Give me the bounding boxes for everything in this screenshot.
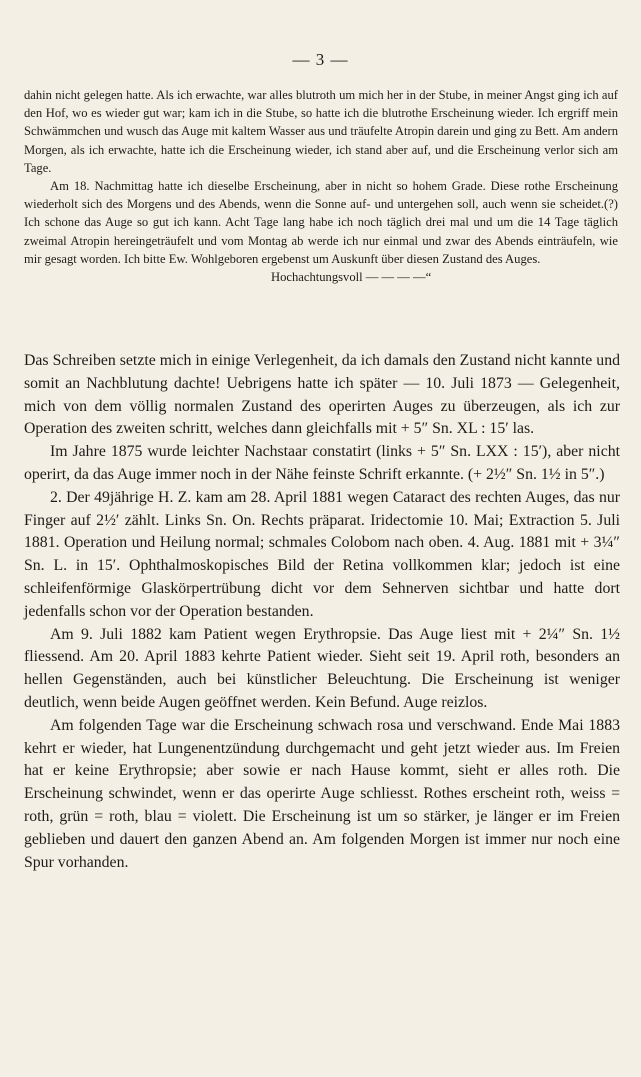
- body-paragraph: Im Jahre 1875 wurde leichter Nachstaar constatirt (links + 5″ Sn. LXX : 15′), aber nicht operirt, da das Auge immer noch in der Nähe feinste Schrift erkannte. (+ 2½″ Sn. 1½ in 5″.): [24, 443, 620, 483]
- body-paragraph: Das Schreiben setzte mich in einige Verlegenheit, da ich damals den Zustand nicht kannte und somit an Nachblutung dachte! Uebrigens hatte ich später — 10. Juli 1873 — Gelegenheit, mich von dem völlig normalen Zustand des operirten Auges zu überzeugen, als ich zur Operation des zweiten schritt, welches dann gleichfalls mit + 5″ Sn. XL : 15′ las.: [24, 352, 620, 438]
- quote-paragraph: dahin nicht gelegen hatte. Als ich erwachte, war alles blutroth um mich her in der Stube, in meiner Angst ging ich auf den Hof, wo es wieder gut war; kam ich in die Stube, so hatte ich die blutrothe Erscheinung wieder. Ich ergriff mein Schwämmchen und wusch das Auge mit kaltem Wasser aus und träufelte Atropin darein und ging zu Bett. Am andern Morgen, als ich erwachte, hatte ich die Erscheinung wieder, ich stand aber auf, und die Erscheinung verlor sich am Tage.: [24, 88, 618, 175]
- quote-closing: Hochachtungsvoll — — — —“: [271, 270, 432, 285]
- quote-paragraph: Am 18. Nachmittag hatte ich dieselbe Erscheinung, aber in nicht so hohem Grade. Diese rothe Erscheinung wiederholt sich des Morgens und des Abends, wenn die Sonne auf- und untergehen soll, auch wenn sie scheidet.(?) Ich schone das Auge so gut ich kann. Acht Tage lang habe ich noch täglich drei mal und um die 14 Tage täglich zweimal Atropin hereingeträufelt und vom Montag ab werde ich nur einmal und zwar des Abends einträufeln, wie mir gesagt worden. Ich bitte Ew. Wohlgeboren ergebenst um Auskunft über diesen Zustand des Auges.: [24, 179, 618, 266]
- quoted-letter: [24, 86, 618, 286]
- body-paragraph: Am folgenden Tage war die Erscheinung schwach rosa und verschwand. Ende Mai 1883 kehrt er wieder, hat Lungenentzündung durchgemacht und geht jetzt wieder aus. Im Freien hat er keine Erythropsie; aber sowie er nach Hause kommt, sieht er alles roth. Die Erscheinung schwindet, wenn er das operirte Auge schliesst. Rothes erscheint roth, weiss = roth, grün = roth, blau = violett. Die Erscheinung ist um so stärker, je länger er im Freien geblieben und dauert den ganzen Abend an. Am folgenden Morgen ist immer nur noch eine Spur vorhanden.: [24, 716, 620, 871]
- body-paragraph: 2. Der 49jährige H. Z. kam am 28. April 1881 wegen Cataract des rechten Auges, das nur Finger auf 2½′ zählt. Links Sn. On. Rechts präparat. Iridectomie 10. Mai; Extraction 5. Juli 1881. Operation und Heilung normal; schmales Colobom nach oben. 4. Aug. 1881 mit + 3¼″ Sn. L. in 15′. Ophthalmoskopisches Bild der Retina vollkommen klar; jedoch ist eine schleifenförmige Glaskörpertrübung dicht vor dem Sehnerven sichtbar und hatte dort jedenfalls schon vor der Operation bestanden.: [24, 488, 620, 620]
- page-number: — 3 —: [292, 50, 349, 69]
- main-text: [24, 350, 620, 874]
- body-paragraph: Am 9. Juli 1882 kam Patient wegen Erythropsie. Das Auge liest mit + 2¼″ Sn. 1½ fliessend. Am 20. April 1883 kehrte Patient wieder. Sieht seit 19. April roth, besonders an hellen Gegenständen, auch bei künstlicher Beleuchtung. Die Erscheinung ist weniger deutlich, wenn beide Augen geöffnet werden. Kein Befund. Auge reizlos.: [24, 625, 620, 711]
